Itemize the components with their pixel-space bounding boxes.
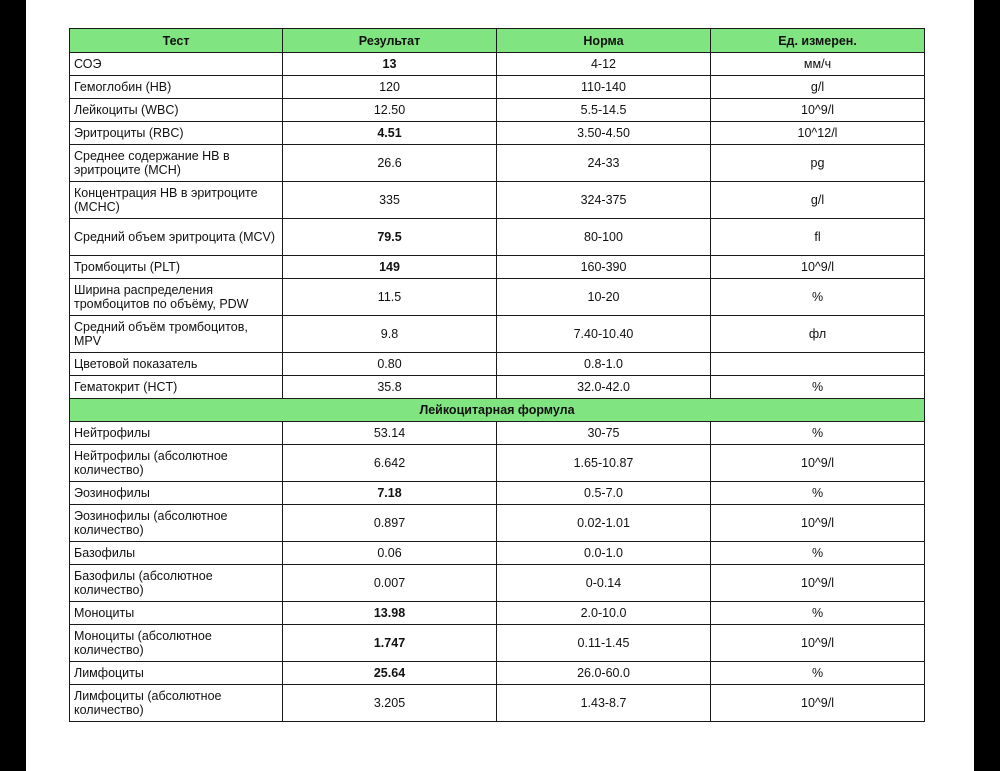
norm-cell: 32.0-42.0	[497, 376, 711, 399]
test-name-cell: Гемоглобин (HB)	[70, 76, 283, 99]
table-row	[70, 602, 925, 625]
norm-cell: 0.0-1.0	[497, 542, 711, 565]
norm-cell: 0.5-7.0	[497, 482, 711, 505]
test-name-cell: Лимфоциты	[70, 662, 283, 685]
table-row	[70, 219, 925, 256]
test-name-cell: Гематокрит (HCT)	[70, 376, 283, 399]
table-row	[70, 625, 925, 662]
result-cell: 0.007	[283, 565, 497, 602]
norm-cell: 0.02-1.01	[497, 505, 711, 542]
table-row	[70, 376, 925, 399]
table-row	[70, 279, 925, 316]
unit-cell: %	[711, 662, 925, 685]
norm-cell: 4-12	[497, 53, 711, 76]
norm-cell: 26.0-60.0	[497, 662, 711, 685]
header-unit: Ед. измерен.	[711, 29, 925, 53]
test-name-cell: Нейтрофилы	[70, 422, 283, 445]
result-cell: 0.897	[283, 505, 497, 542]
unit-cell: pg	[711, 145, 925, 182]
unit-cell: 10^9/l	[711, 445, 925, 482]
table-row	[70, 542, 925, 565]
test-name-cell: Среднее содержание HB в эритроците (MCH)	[70, 145, 283, 182]
result-cell: 7.18	[283, 482, 497, 505]
unit-cell: g/l	[711, 76, 925, 99]
norm-cell: 80-100	[497, 219, 711, 256]
header-norm: Норма	[497, 29, 711, 53]
test-name-cell: Лейкоциты (WBC)	[70, 99, 283, 122]
unit-cell: фл	[711, 316, 925, 353]
unit-cell: 10^9/l	[711, 625, 925, 662]
unit-cell: 10^9/l	[711, 565, 925, 602]
document-page	[26, 0, 974, 771]
test-name-cell: Концентрация HB в эритроците (MCHC)	[70, 182, 283, 219]
test-name-cell: Цветовой показатель	[70, 353, 283, 376]
norm-cell: 10-20	[497, 279, 711, 316]
result-cell: 26.6	[283, 145, 497, 182]
norm-cell: 1.43-8.7	[497, 685, 711, 722]
norm-cell: 0.11-1.45	[497, 625, 711, 662]
unit-cell: fl	[711, 219, 925, 256]
table-row	[70, 316, 925, 353]
table-row	[70, 76, 925, 99]
section-title: Лейкоцитарная формула	[70, 399, 925, 422]
test-name-cell: Эритроциты (RBC)	[70, 122, 283, 145]
table-body-section	[70, 399, 925, 422]
norm-cell: 0.8-1.0	[497, 353, 711, 376]
table-row	[70, 505, 925, 542]
test-name-cell: Эозинофилы	[70, 482, 283, 505]
unit-cell: g/l	[711, 182, 925, 219]
result-cell: 120	[283, 76, 497, 99]
table-body-blood-count	[70, 53, 925, 399]
section-header-row	[70, 399, 925, 422]
result-cell: 1.747	[283, 625, 497, 662]
table-row	[70, 122, 925, 145]
result-cell: 25.64	[283, 662, 497, 685]
table-row	[70, 99, 925, 122]
table-header-row	[70, 29, 925, 53]
table-row	[70, 685, 925, 722]
result-cell: 35.8	[283, 376, 497, 399]
table-row	[70, 145, 925, 182]
table-row	[70, 53, 925, 76]
norm-cell: 0-0.14	[497, 565, 711, 602]
lab-results-table	[69, 28, 925, 722]
result-cell: 0.06	[283, 542, 497, 565]
unit-cell: 10^9/l	[711, 99, 925, 122]
test-name-cell: Эозинофилы (абсолютное количество)	[70, 505, 283, 542]
unit-cell: %	[711, 482, 925, 505]
result-cell: 12.50	[283, 99, 497, 122]
table-row	[70, 182, 925, 219]
unit-cell	[711, 353, 925, 376]
table-row	[70, 422, 925, 445]
header-result: Результат	[283, 29, 497, 53]
table-row	[70, 662, 925, 685]
table-body-leukocyte-formula	[70, 422, 925, 722]
table-row	[70, 482, 925, 505]
norm-cell: 24-33	[497, 145, 711, 182]
unit-cell: мм/ч	[711, 53, 925, 76]
table-row	[70, 565, 925, 602]
unit-cell: %	[711, 279, 925, 316]
result-cell: 13	[283, 53, 497, 76]
test-name-cell: Лимфоциты (абсолютное количество)	[70, 685, 283, 722]
test-name-cell: Тромбоциты (PLT)	[70, 256, 283, 279]
result-cell: 53.14	[283, 422, 497, 445]
result-cell: 6.642	[283, 445, 497, 482]
norm-cell: 1.65-10.87	[497, 445, 711, 482]
norm-cell: 3.50-4.50	[497, 122, 711, 145]
test-name-cell: Средний объем эритроцита (MCV)	[70, 219, 283, 256]
norm-cell: 30-75	[497, 422, 711, 445]
test-name-cell: СОЭ	[70, 53, 283, 76]
test-name-cell: Ширина распределения тромбоцитов по объёму, PDW	[70, 279, 283, 316]
norm-cell: 2.0-10.0	[497, 602, 711, 625]
unit-cell: 10^9/l	[711, 505, 925, 542]
result-cell: 11.5	[283, 279, 497, 316]
table-row	[70, 256, 925, 279]
unit-cell: %	[711, 422, 925, 445]
result-cell: 3.205	[283, 685, 497, 722]
test-name-cell: Нейтрофилы (абсолютное количество)	[70, 445, 283, 482]
test-name-cell: Базофилы	[70, 542, 283, 565]
norm-cell: 7.40-10.40	[497, 316, 711, 353]
norm-cell: 160-390	[497, 256, 711, 279]
result-cell: 149	[283, 256, 497, 279]
table-row	[70, 445, 925, 482]
unit-cell: %	[711, 376, 925, 399]
unit-cell: %	[711, 542, 925, 565]
test-name-cell: Моноциты	[70, 602, 283, 625]
norm-cell: 110-140	[497, 76, 711, 99]
table-row	[70, 353, 925, 376]
result-cell: 0.80	[283, 353, 497, 376]
result-cell: 13.98	[283, 602, 497, 625]
result-cell: 79.5	[283, 219, 497, 256]
header-test: Тест	[70, 29, 283, 53]
unit-cell: %	[711, 602, 925, 625]
result-cell: 4.51	[283, 122, 497, 145]
result-cell: 335	[283, 182, 497, 219]
unit-cell: 10^9/l	[711, 256, 925, 279]
unit-cell: 10^9/l	[711, 685, 925, 722]
norm-cell: 324-375	[497, 182, 711, 219]
unit-cell: 10^12/l	[711, 122, 925, 145]
norm-cell: 5.5-14.5	[497, 99, 711, 122]
test-name-cell: Базофилы (абсолютное количество)	[70, 565, 283, 602]
result-cell: 9.8	[283, 316, 497, 353]
test-name-cell: Средний объём тромбоцитов, MPV	[70, 316, 283, 353]
test-name-cell: Моноциты (абсолютное количество)	[70, 625, 283, 662]
